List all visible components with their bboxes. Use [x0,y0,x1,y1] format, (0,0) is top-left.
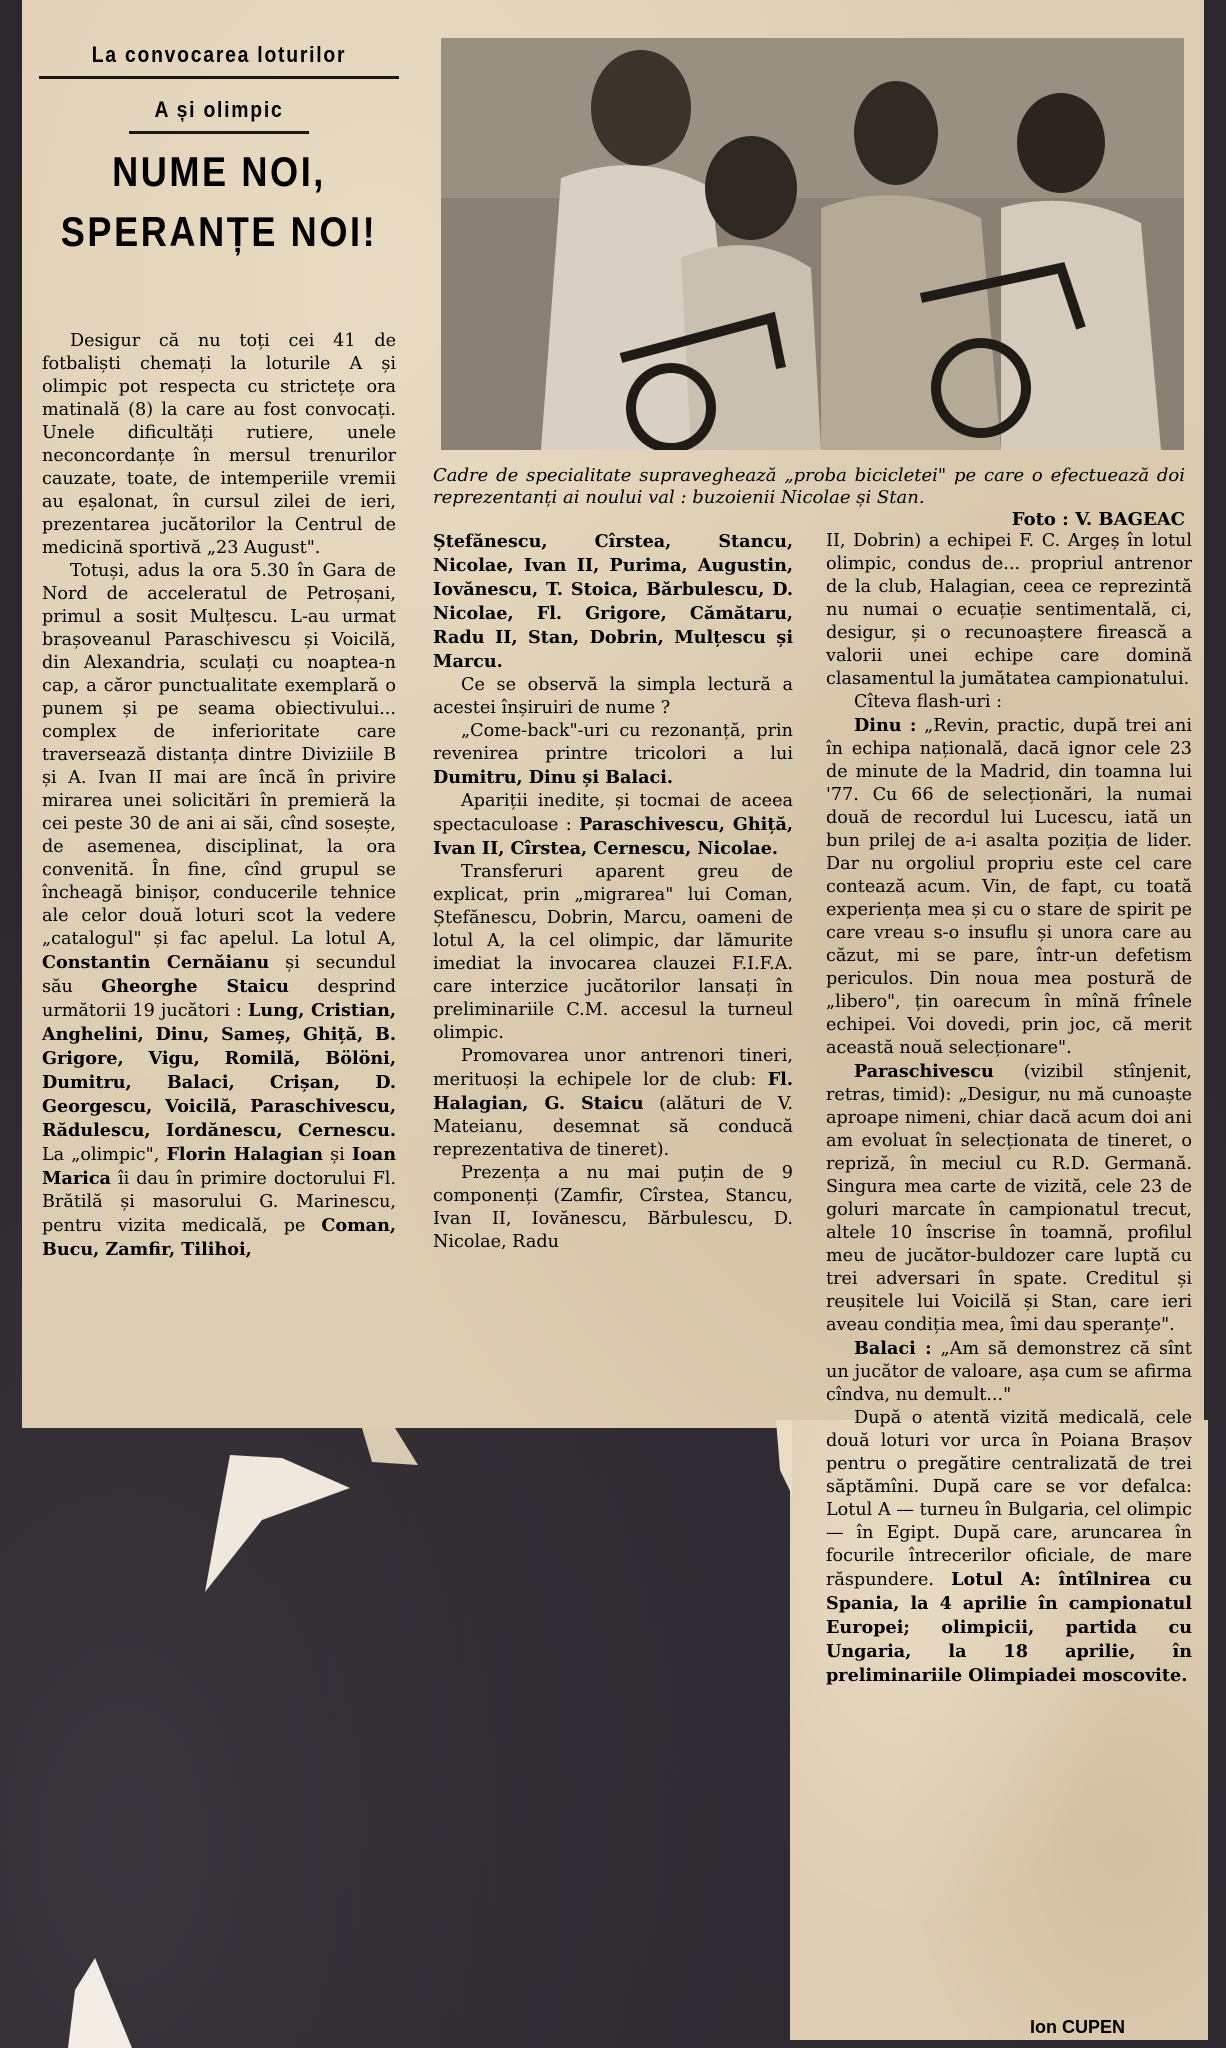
col3-p3-text: „Revin, practic, după trei ani în echipa națională, dacă ignor cele 23 de minute de la Madrid, din toamna lui '77. Cu 66 de selecționări, la numai două de recordul lui Lucescu, iată un bun prilej de a-i asalta poziția de lider. Dar nu orgoliul propriu este cel care contează acum. Vin, de fapt, cu toată experiența mea și cu o stare de spirit pe care vreau s-o insuflu și unora care au căzut, mi se pare, într-un defetism periculos. Din noua mea postură de „libero", țin oarecum în mînă frînele echipei. Voi dovedi, prin joc, că merit această nouă selecționare". [826,716,1192,1058]
subkicker-rule [129,131,309,134]
person-4-head [1017,93,1105,193]
person-1-head [591,50,691,166]
col3-p4-text: (vizibil stînjenit, retras, timid): „Desigur, nu mă cunoaște aproape nimeni, chiar dacă acum doi ani am evoluat în selecționata de tineret, o repriză, în meciul cu R.D. Germană. Singura mea carte de vizită, cele 23 de goluri marcate în campionatul trecut, altele 10 înscrise în toamnă, profilul meu de jucător-buldozer care luptă cu trei adversari în spate. Creditul și reușitele lui Voicilă și Stan, care ieri aveau condiția mea, îmi dau speranțe". [826,1062,1192,1335]
article-header [30,42,408,262]
col3-p3-bold: Dinu : [854,715,917,736]
col3-p5-text: „Am să demonstrez că sînt un jucător de valoare, așa cum se afirma cîndva, nu demult..." [826,1339,1192,1405]
col3-paragraph-3 [826,714,1192,1060]
col1-paragraph-2 [42,560,396,1262]
col2-paragraph-5: Transferuri aparent greu de explicat, prin „migrarea" lui Coman, Ștefănescu, Dobrin, Marcu, oameni de lotul A, la cel olimpic, dar lămurite imediat la invocarea clauzei F.I.F.A. care interzice jucătorilor lansați în preliminariile C.M. accesul la turneul olimpic. [433,862,793,1043]
kicker-rule [39,76,399,79]
kicker: La convocarea loturilor [91,42,347,67]
col2-paragraph-2: Ce se observă la simpla lectură a acestei înșiruiri de nume ? [433,675,793,718]
col1-p2-bold-6: Coman, Bucu, Zamfir, Tilihoi, [42,1215,396,1260]
col2-paragraph-7: Prezența a nu mai puțin de 9 componenți (Zamfir, Cîrstea, Stancu, Ivan II, Iovănescu, Bărbulescu, D. Nicolae, Radu [433,1163,793,1252]
col1-p2-bold-3: Lung, Cristian, Anghelini, Dinu, Sameș, Ghiță, B. Grigore, Vigu, Romilă, Bölöni, Dumitru, Balaci, Crișan, D. Georgescu, Voicilă, Paraschivescu, Rădulescu, Iordănescu, Cernescu. [42,1000,396,1141]
scrap-white [205,1455,350,1592]
col3-paragraph-5 [826,1337,1192,1407]
caption-text: Cadre de specialitate supraveghează „proba bicicletei" pe care o efectuează doi reprezentanți ai noului val : buzoienii Nicolae și Stan. [433,465,1185,508]
person-3-head [854,81,938,185]
col2-paragraph-3 [433,720,793,790]
col1-p2-bold-2: Gheorghe Staicu [101,976,289,997]
photo-credit: Foto : V. BAGEAC [1011,509,1185,530]
column-2 [433,530,793,1254]
scrap-corner [68,1958,132,2048]
byline: Ion CUPEN [1030,2017,1126,2037]
col1-p2-text-f: și [323,1145,352,1165]
col2-paragraph-6 [433,1045,793,1162]
subkicker: A și olimpic [154,97,284,122]
person-2-head [705,136,797,240]
person-2-body [681,245,821,450]
col2-p6-text: Promovarea unor antrenori tineri, merituoși la echipele lor de club: [433,1046,793,1090]
col3-p6-text: După o atentă vizită medicală, cele două loturi vor urca în Poiana Brașov pentru o pregătire centralizată de trei săptămîni. După care se vor defalca: Lotul A — turneu în Bulgaria, cel olimpic — în Egipt. După care, aruncarea în focurile întrecerilor oficiale, de mare răspundere. [826,1408,1192,1590]
col2-p1-bold: Ștefănescu, Cîrstea, Stancu, Nicolae, Ivan II, Purima, Augustin, Iovănescu, T. Stoica, Bărbulescu, D. Nicolae, Fl. Grigore, Cămătaru, Radu II, Stan, Dobrin, Mulțescu și Marcu. [433,531,793,672]
col2-p3-bold: Dumitru, Dinu și Balaci. [433,767,674,788]
col2-paragraph-4 [433,790,793,861]
col3-p5-bold: Balaci : [854,1338,932,1359]
col3-paragraph-1: II, Dobrin) a echipei F. C. Argeș în lotul olimpic, condus de... propriul antrenor de la club, Halagian, ceea ce reprezintă nu numai o ecuație sentimentală, ci, desigur, și o recunoaștere firească a valorii unei echipe care domină clasamentul la jumătatea campionatului. [826,531,1192,689]
photo-drawing [441,38,1184,450]
scrap-edge [776,1420,792,1495]
col2-p4-text: Apariții inedite, și tocmai de aceea spectaculoase : [433,791,793,835]
person-3-body [821,195,1001,450]
col3-paragraph-2: Cîteva flash-uri : [854,692,1003,712]
col1-paragraph-1: Desigur că nu toți cei 41 de fotbaliști chemați la loturile A și olimpic pot respecta cu strictețe ora matinală (8) la care au fost convocați. Unele dificultăți rutiere, unele neconcordanțe în mersul trenurilor cauzate, toate, de intemperiile vremii au eșalonat, în cursul zilei de ieri, prezentarea jucătorilor la Centrul de medicină sportivă „23 August". [42,331,396,558]
col3-paragraph-4 [826,1060,1192,1337]
col2-p6-text-c: (alături de V. Mateianu, desemnat să conducă reprezentativa de tineret). [433,1094,793,1160]
news-photo [441,38,1184,450]
col3-p6-bold: Lotul A: întîlnirea cu Spania, la 4 aprilie în campionatul Europei; olimpicii, partida cu Ungaria, la 18 aprilie, în preliminariile Olimpiadei moscovite. [826,1569,1192,1686]
col1-p2-text-c: și secundul său [42,953,396,997]
col3-p4-bold: Paraschivescu [854,1061,994,1082]
column-3 [826,530,1192,1688]
col1-p2-text-d: desprind următorii 19 jucători : [42,977,396,1021]
photo-caption [433,465,1185,531]
scrap-top [362,1428,418,1465]
col1-p2-text-g: îi dau în primire doctorului Fl. Brătilă și masorului G. Marinescu, pentru vizita medicală, pe [42,1169,396,1236]
headline-line-2: SPERANȚE NOI! [60,208,378,255]
col1-p2-bold-4: Florin Halagian [166,1144,323,1165]
headline-line-1: NUME NOI, [112,148,326,195]
col2-p6-bold: Fl. Halagian, G. Staicu [433,1069,793,1114]
col2-paragraph-1 [433,530,793,674]
col1-p2-bold-5: Ioan Marica [42,1144,396,1189]
col2-p3-text: „Come-back"-uri cu rezonanță, prin revenirea printre tricolori a lui [433,721,793,764]
col3-paragraph-6 [826,1407,1192,1688]
col1-p2-bold-1: Constantin Cernăianu [42,952,270,973]
col2-p4-bold: Paraschivescu, Ghiță, Ivan II, Cîrstea, Cernescu, Nicolae. [433,814,793,859]
col1-p2-text-e: La „olimpic", [42,1145,167,1165]
col1-p2-text: Totuși, adus la ora 5.30 în Gara de Nord de acceleratul de Petroșani, primul a sosit Mulțescu. L-au urmat brașoveanul Paraschivescu și Voicilă, din Alexandria, sculați cu noaptea-n cap, a căror punctualitate exemplară o punem și pe seama obiectivului... complex de inferioritate care traversează distanța dintre Diviziile B și A. Ivan II mai are încă în privire mirarea unei solicitări în premieră la cei peste 30 de ani ai săi, cînd sosește, de asemenea, disciplinat, la ora convenită. În fine, cînd grupul se încheagă binișor, conducerile tehnice ale celor două loturi scot la vedere „catalogul" și fac apelul. La lotul A, [42,561,396,949]
column-1 [42,330,396,1262]
